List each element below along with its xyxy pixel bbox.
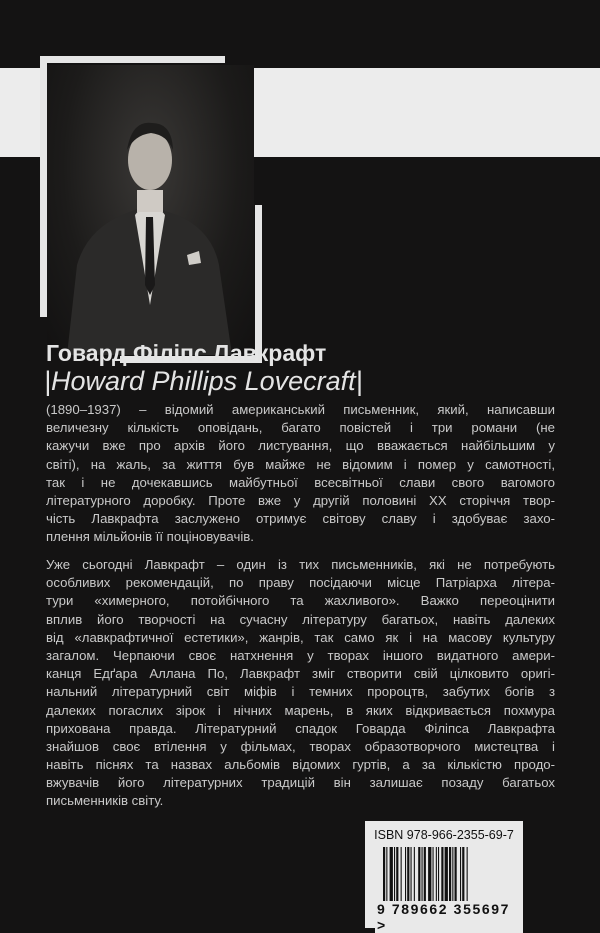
barcode-bar bbox=[394, 847, 395, 905]
barcode-bar bbox=[428, 847, 431, 905]
bio-text-line: знайшов своє втілення у фільмах, творах образотворчого мистецтва і bbox=[46, 738, 555, 754]
barcode-bar bbox=[386, 847, 387, 905]
barcode-bar bbox=[405, 847, 406, 905]
bio-text-line: плення мільйонів її поціновувачів. bbox=[46, 529, 254, 545]
bio-text-line: світі), на жаль, за життя був майже не відомим і помер у самотності, bbox=[46, 456, 555, 472]
bio-text-line: далеких погаслих зірок і нічних марень, в яких відкривається похмура bbox=[46, 702, 555, 718]
barcode-bar bbox=[462, 847, 464, 905]
barcode-bar bbox=[441, 847, 443, 905]
bio-text-line: кажучи вже про архів його листування, що вважається найбільшим у bbox=[46, 438, 555, 454]
bio-text-line: так і не дочекавшись майбутньої всесвітньої слави свого вагомого bbox=[46, 474, 555, 490]
bio-text-line: чість Лавкрафта заслужено отримує світову славу і здобуває захо- bbox=[46, 511, 555, 527]
bio-text-line: Уже сьогодні Лавкрафт – один із тих письменників, які не потребують bbox=[46, 557, 555, 572]
barcode-bar bbox=[438, 847, 439, 905]
barcode-bar bbox=[396, 847, 398, 905]
barcode-bar bbox=[455, 847, 457, 905]
barcode-bar bbox=[383, 847, 385, 905]
barcode-bar bbox=[407, 847, 409, 905]
bio-text-line: величезну кількість оповідань, багато повістей і три романи (не bbox=[46, 420, 555, 436]
barcode-bar bbox=[445, 847, 448, 905]
barcode-digits: 9 789662 355697 > bbox=[375, 901, 523, 933]
bio-text-line: (1890–1937) – відомий американський письменник, який, написавши bbox=[46, 402, 555, 417]
bio-text-line: прихована правда. Літературний спадок Говарда Філіпса Лавкрафта bbox=[46, 720, 555, 736]
barcode-bar bbox=[422, 847, 423, 905]
bio-paragraph-1 bbox=[46, 401, 555, 547]
bio-text-line: письменників світу. bbox=[46, 793, 164, 809]
barcode-bars bbox=[383, 847, 505, 905]
author-name-english: |Howard Phillips Lovecraft| bbox=[44, 366, 363, 396]
barcode-bar bbox=[452, 847, 453, 905]
barcode-bar bbox=[460, 847, 461, 905]
barcode-bar bbox=[424, 847, 426, 905]
isbn-barcode bbox=[365, 821, 523, 933]
author-portrait-photo bbox=[47, 65, 254, 355]
bio-text-line: особливих рекомендацій, по праву посідаючи місце Патріарха літера- bbox=[46, 575, 555, 591]
barcode-bar bbox=[418, 847, 420, 905]
barcode-bar bbox=[436, 847, 437, 905]
barcode-bar bbox=[467, 847, 468, 905]
bio-text-line: вжувачів його літературних традицій він залишає позаду багатьох bbox=[46, 775, 555, 791]
bio-text-line: навіть піснях та назвах альбомів відомих гуртів, а за кількістю продо- bbox=[46, 757, 555, 773]
bio-text-line: загалом. Черпаючи своє натхнення у творах іншого видатного амери- bbox=[46, 647, 555, 663]
barcode-bar bbox=[390, 847, 393, 905]
bio-text-line: канця Едґара Аллана По, Лавкрафт зміг створити свій цілковито оригі- bbox=[46, 666, 555, 682]
bio-text-line: нальний літературний світ міфів і темних пророцтв, забутих богів з bbox=[46, 684, 555, 700]
barcode-bar bbox=[414, 847, 415, 905]
barcode-bar bbox=[411, 847, 412, 905]
isbn-label: ISBN 978-966-2355-69-7 bbox=[374, 828, 514, 842]
barcode-bar bbox=[401, 847, 402, 905]
bio-text-line: вплив його творчості на сучасну літературу багатьох, навіть далеких bbox=[46, 611, 555, 627]
author-name-ukrainian: Говард Філіпс Лавкрафт bbox=[46, 340, 327, 366]
bio-paragraph-2 bbox=[46, 556, 555, 811]
barcode-bar bbox=[449, 847, 451, 905]
barcode-bar bbox=[433, 847, 434, 905]
bio-text-line: від «лавкрафтичної естетики», жанрів, так само як і на масову культуру bbox=[46, 629, 555, 645]
bio-text-line: літературного доробку. Проте вже у другій половині XX сторіччя твор- bbox=[46, 492, 555, 508]
bio-text-line: тури «химерного, потойбічного та жахливого». Важко переоцінити bbox=[46, 593, 555, 609]
